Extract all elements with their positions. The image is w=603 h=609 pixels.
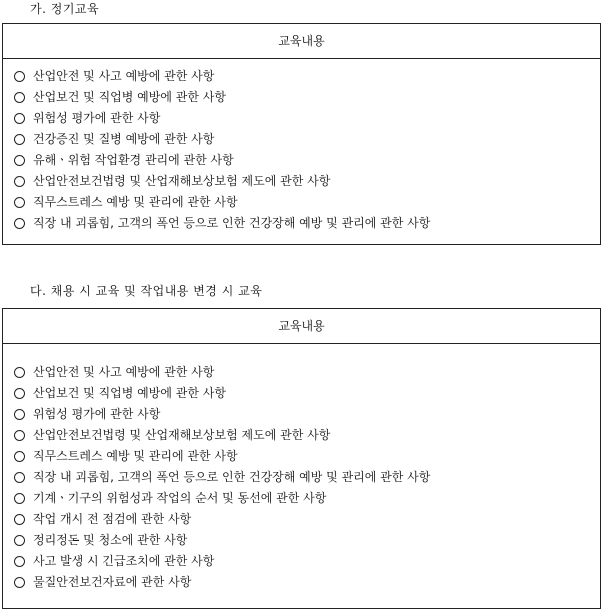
education-table-regular <box>2 23 601 245</box>
circle-bullet-icon <box>14 388 25 399</box>
list-item <box>14 404 600 425</box>
circle-bullet-icon <box>14 218 25 229</box>
section-title-hiring-education: 다. 채용 시 교육 및 작업내용 변경 시 교육 <box>30 284 263 298</box>
list-item-text: 기계ㆍ기구의 위험성과 작업의 순서 및 동선에 관한 사항 <box>33 491 327 505</box>
list-item <box>14 129 600 150</box>
list-item <box>14 509 600 530</box>
list-item <box>14 572 600 593</box>
circle-bullet-icon <box>14 176 25 187</box>
list-item-text: 산업보건 및 직업병 예방에 관한 사항 <box>33 386 226 400</box>
list-item-text: 사고 발생 시 긴급조치에 관한 사항 <box>33 554 215 568</box>
list-item-text: 직무스트레스 예방 및 관리에 관한 사항 <box>33 195 238 209</box>
table-header: 교육내용 <box>3 309 600 344</box>
circle-bullet-icon <box>14 367 25 378</box>
circle-bullet-icon <box>14 134 25 145</box>
list-item-text: 산업안전 및 사고 예방에 관한 사항 <box>33 365 215 379</box>
list-item <box>14 383 600 404</box>
circle-bullet-icon <box>14 430 25 441</box>
list-item <box>14 425 600 446</box>
list-item <box>14 467 600 488</box>
list-item <box>14 192 600 213</box>
circle-bullet-icon <box>14 577 25 588</box>
circle-bullet-icon <box>14 92 25 103</box>
list-item-text: 건강증진 및 질병 예방에 관한 사항 <box>33 132 215 146</box>
list-item-text: 작업 개시 전 점검에 관한 사항 <box>33 512 192 526</box>
list-item-text: 유해ㆍ위험 작업환경 관리에 관한 사항 <box>33 153 234 167</box>
circle-bullet-icon <box>14 493 25 504</box>
education-content-list <box>3 344 600 593</box>
list-item <box>14 150 600 171</box>
list-item-text: 직장 내 괴롭힘, 고객의 폭언 등으로 인한 건강장해 예방 및 관리에 관한 사항 <box>33 470 431 484</box>
list-item-text: 산업안전 및 사고 예방에 관한 사항 <box>33 69 215 83</box>
list-item <box>14 530 600 551</box>
list-item-text: 산업안전보건법령 및 산업재해보상보험 제도에 관한 사항 <box>33 174 331 188</box>
section-title-regular-education: 가. 정기교육 <box>30 2 100 16</box>
circle-bullet-icon <box>14 556 25 567</box>
list-item-text: 직무스트레스 예방 및 관리에 관한 사항 <box>33 449 238 463</box>
list-item-text: 직장 내 괴롭힘, 고객의 폭언 등으로 인한 건강장해 예방 및 관리에 관한 사항 <box>33 216 431 230</box>
list-item <box>14 446 600 467</box>
circle-bullet-icon <box>14 409 25 420</box>
circle-bullet-icon <box>14 472 25 483</box>
list-item <box>14 488 600 509</box>
circle-bullet-icon <box>14 451 25 462</box>
list-item <box>14 171 600 192</box>
list-item-text: 산업안전보건법령 및 산업재해보상보험 제도에 관한 사항 <box>33 428 331 442</box>
education-table-hiring <box>2 308 601 609</box>
list-item <box>14 87 600 108</box>
list-item <box>14 108 600 129</box>
circle-bullet-icon <box>14 71 25 82</box>
list-item <box>14 551 600 572</box>
list-item-text: 위험성 평가에 관한 사항 <box>33 407 161 421</box>
circle-bullet-icon <box>14 535 25 546</box>
list-item <box>14 66 600 87</box>
education-content-list <box>3 59 600 234</box>
list-item <box>14 213 600 234</box>
circle-bullet-icon <box>14 155 25 166</box>
circle-bullet-icon <box>14 514 25 525</box>
list-item <box>14 362 600 383</box>
list-item-text: 정리정돈 및 청소에 관한 사항 <box>33 533 188 547</box>
circle-bullet-icon <box>14 113 25 124</box>
list-item-text: 물질안전보건자료에 관한 사항 <box>33 575 192 589</box>
circle-bullet-icon <box>14 197 25 208</box>
table-header: 교육내용 <box>3 24 600 59</box>
list-item-text: 위험성 평가에 관한 사항 <box>33 111 161 125</box>
list-item-text: 산업보건 및 직업병 예방에 관한 사항 <box>33 90 226 104</box>
